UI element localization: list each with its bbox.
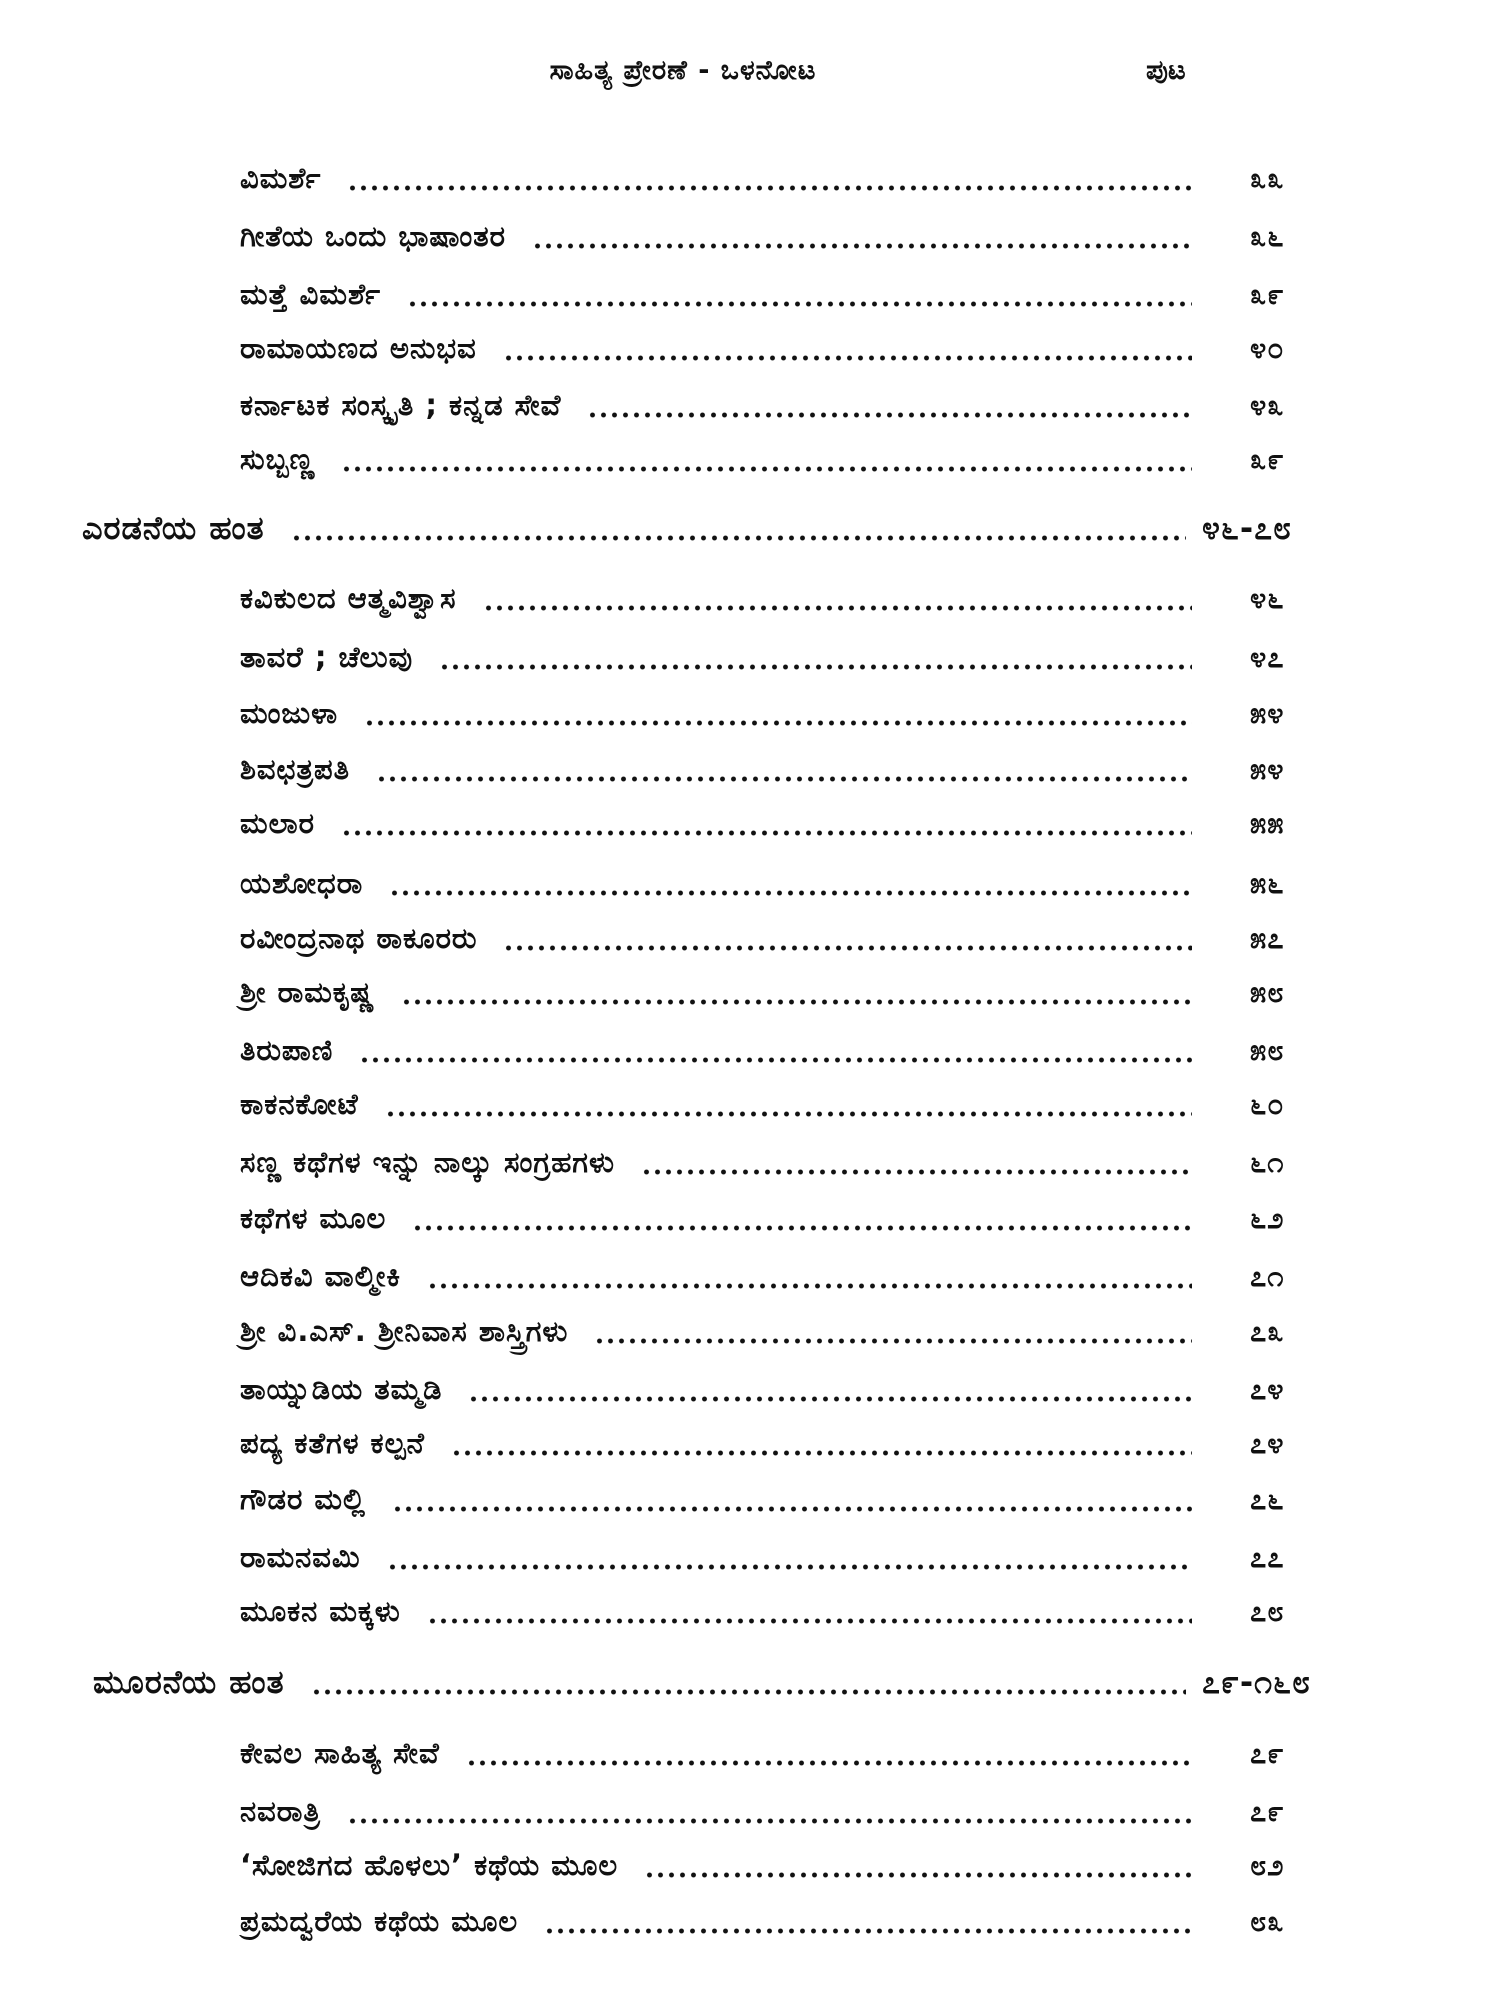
entry-page-number: ೩೩ [1250,161,1285,195]
entry-page-number: ೫೬ [1250,866,1285,900]
section-heading [82,503,1352,553]
entry-page-number: ೫೭ [1250,921,1285,955]
dot-leader [483,573,1192,623]
entry-page-number: ೭೯ [1250,1794,1285,1828]
dot-leader [503,913,1192,963]
dot-leader [594,1306,1192,1356]
document-title: ಸಾಹಿತ್ಯ ಪ್ರೇರಣೆ - ಒಳನೋಟ [549,55,817,86]
toc-entry [240,688,1312,738]
entry-title: ಪ್ರಮದ್ವರೆಯ ಕಥೆಯ ಮೂಲ [240,1904,519,1938]
toc-entry [240,380,1312,430]
dot-leader [641,1137,1192,1187]
toc-entry [240,1896,1312,1946]
entry-title: ಆದಿಕವಿ ವಾಲ್ಮೀಕಿ [240,1259,401,1293]
toc-entry [240,1532,1312,1582]
dot-leader [385,1079,1192,1129]
section-page-range: ೭೯-೧೬೮ [1202,1663,1311,1701]
entry-title: ವಿಮರ್ಶೆ [240,161,322,195]
entry-page-number: ೩೯ [1250,442,1285,476]
entry-page-number: ೫೪ [1250,752,1285,786]
toc-entry [240,1418,1312,1468]
toc-entry [240,1137,1312,1187]
entry-title: ನವರಾತ್ರಿ [240,1794,321,1828]
dot-leader [468,1364,1192,1414]
entry-title: ಶಿವಛತ್ರಪತಿ [240,752,350,786]
entry-page-number: ೭೪ [1250,1372,1285,1406]
toc-entry [240,967,1312,1017]
toc-entry [240,1786,1312,1836]
entry-title: ಶ್ರೀ ವಿ.ಎಸ್. ಶ್ರೀನಿವಾಸ ಶಾಸ್ತ್ರಿಗಳು [240,1314,569,1348]
entry-page-number: ೭೭ [1250,1540,1285,1574]
dot-leader [451,1418,1192,1468]
dot-leader [532,211,1192,261]
entry-title: ಕರ್ನಾಟಕ ಸಂಸ್ಕೃತಿ ; ಕನ್ನಡ ಸೇವೆ [240,388,562,422]
section-title: ಎರಡನೆಯ ಹಂತ [82,509,265,547]
toc-entry [240,573,1312,623]
entry-page-number: ೮೩ [1250,1904,1285,1938]
toc-entry [240,744,1312,794]
toc-entry [240,1079,1312,1129]
entry-page-number: ೬೦ [1250,1087,1285,1121]
entry-title: ಮಲಾರ [240,806,315,840]
entry-page-number: ೭೮ [1250,1594,1285,1628]
toc-entry [240,211,1312,261]
dot-leader [364,688,1192,738]
dot-leader [392,1474,1192,1524]
entry-title: ಶ್ರೀ ರಾಮಕೃಷ್ಣ [240,975,376,1009]
entry-page-number: ೭೩ [1250,1314,1285,1348]
entry-title: ಮೂಕನ ಮಕ್ಕಳು [240,1594,401,1628]
entry-title: ತಾಯ್ನುಡಿಯ ತಮ್ಮಡಿ [240,1372,443,1406]
dot-leader [466,1728,1192,1778]
entry-title: ಸಣ್ಣ ಕಥೆಗಳ ಇನ್ನು ನಾಲ್ಕು ಸಂಗ್ರಹಗಳು [240,1145,615,1179]
entry-page-number: ೫೪ [1250,696,1285,730]
dot-leader [341,798,1192,848]
entry-page-number: ೪೦ [1250,331,1285,365]
toc-entry [240,913,1312,963]
toc-entry [240,1193,1312,1243]
dot-leader [376,744,1192,794]
dot-leader [439,632,1192,682]
toc-entry [240,1474,1312,1524]
toc-entry [240,269,1312,319]
dot-leader [587,380,1192,430]
entry-title: ‘ಸೋಜಿಗದ ಹೊಳಲು’ ಕಥೆಯ ಮೂಲ [240,1848,619,1882]
dot-leader [544,1896,1192,1946]
toc-entry [240,1840,1312,1890]
toc-entry [240,1306,1312,1356]
toc-entry [240,858,1312,908]
entry-page-number: ೭೪ [1250,1426,1285,1460]
entry-title: ಕಾಕನಕೋಟೆ [240,1087,359,1121]
toc-entry [240,632,1312,682]
toc-entry [240,1251,1312,1301]
dot-leader [347,153,1192,203]
entry-title: ರಾಮನವಮಿ [240,1540,361,1574]
entry-title: ಗೌಡರ ಮಲ್ಲಿ [240,1482,366,1516]
entry-page-number: ೩೬ [1250,219,1285,253]
dot-leader [407,269,1192,319]
dot-leader [503,323,1192,373]
entry-title: ತಿರುಪಾಣಿ [240,1033,334,1067]
dot-leader [291,503,1186,553]
section-heading [93,1657,1352,1707]
toc-entry [240,1586,1312,1636]
entry-page-number: ೫೮ [1250,975,1285,1009]
dot-leader [401,967,1192,1017]
entry-page-number: ೮೨ [1250,1848,1285,1882]
dot-leader [427,1586,1192,1636]
entry-title: ತಾವರೆ ; ಚೆಲುವು [240,640,414,674]
dot-leader [341,434,1192,484]
entry-page-number: ೪೭ [1250,640,1285,674]
entry-title: ಕವಿಕುಲದ ಆತ್ಮವಿಶ್ವಾಸ [240,581,457,615]
entry-page-number: ೫೮ [1250,1033,1285,1067]
dot-leader [347,1786,1192,1836]
entry-page-number: ೪೬ [1250,581,1285,615]
entry-title: ಮತ್ತೆ ವಿಮರ್ಶೆ [240,277,382,311]
toc-entry [240,434,1312,484]
entry-page-number: ೭೬ [1250,1482,1285,1516]
entry-page-number: ೭೯ [1250,1736,1285,1770]
section-page-range: ೪೬-೭೮ [1202,509,1292,547]
toc-entry [240,323,1312,373]
dot-leader [412,1193,1192,1243]
section-title: ಮೂರನೆಯ ಹಂತ [93,1663,285,1701]
toc-entry [240,153,1312,203]
entry-page-number: ೩೯ [1250,277,1285,311]
entry-page-number: ೭೧ [1250,1259,1285,1293]
dot-leader [387,1532,1192,1582]
toc-entry [240,1364,1312,1414]
toc-entry [240,798,1312,848]
toc-entry [240,1025,1312,1075]
entry-page-number: ೫೫ [1250,806,1285,840]
entry-title: ಗೀತೆಯ ಒಂದು ಭಾಷಾಂತರ [240,219,506,253]
dot-leader [311,1657,1186,1707]
dot-leader [427,1251,1192,1301]
entry-title: ಪದ್ಯ ಕತೆಗಳ ಕಲ್ಪನೆ [240,1426,425,1460]
page-column-label: ಪುಟ [1146,55,1186,86]
entry-page-number: ೬೨ [1250,1201,1285,1235]
dot-leader [389,858,1192,908]
entry-title: ರಾಮಾಯಣದ ಅನುಭವ [240,331,477,365]
entry-title: ಮಂಜುಳಾ [240,696,339,730]
entry-page-number: ೪೩ [1250,388,1285,422]
entry-page-number: ೬೧ [1250,1145,1285,1179]
dot-leader [359,1025,1192,1075]
entry-title: ಕಥೆಗಳ ಮೂಲ [240,1201,387,1235]
entry-title: ರವೀಂದ್ರನಾಥ ಠಾಕೂರರು [240,921,478,955]
dot-leader [644,1840,1192,1890]
entry-title: ಯಶೋಧರಾ [240,866,364,900]
entry-title: ಸುಬ್ಬಣ್ಣ [240,442,316,476]
toc-entry [240,1728,1312,1778]
entry-title: ಕೇವಲ ಸಾಹಿತ್ಯ ಸೇವೆ [240,1736,440,1770]
